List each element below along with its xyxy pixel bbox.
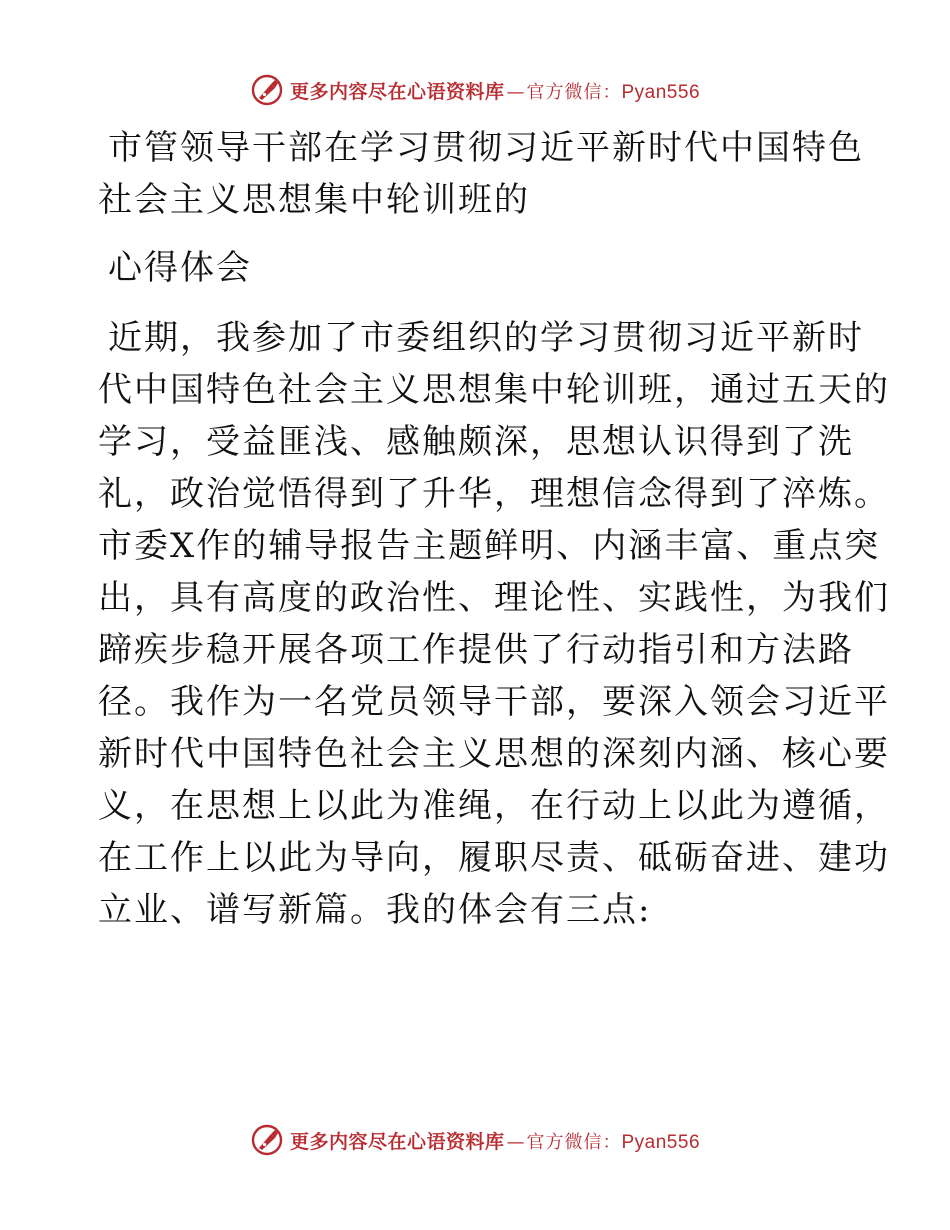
body-line: 在工作上以此为导向，履职尽责、砥砺奋进、建功 <box>98 838 890 878</box>
banner-sub-text: 官方微信： <box>526 81 622 103</box>
footer-watermark-banner <box>0 1120 950 1160</box>
pen-nib-circle-icon <box>250 73 284 107</box>
banner-main-text: 更多内容尽在心语资料库 <box>289 80 505 103</box>
banner-wechat-id: Pyan556 <box>621 81 701 103</box>
body-line: 义，在思想上以此为准绳，在行动上以此为遵循， <box>98 786 890 826</box>
document-content <box>98 122 890 936</box>
body-line: 近期，我参加了市委组织的学习贯彻习近平新时 <box>108 318 864 358</box>
banner-dash: — <box>506 81 525 103</box>
body-line: 立业、谱写新篇。我的体会有三点: <box>98 890 652 930</box>
banner-main-text: 更多内容尽在心语资料库 <box>289 1130 505 1153</box>
banner-text <box>290 77 700 104</box>
body-line: 礼，政治觉悟得到了升华，理想信念得到了淬炼。 <box>98 474 890 514</box>
body-line: 学习，受益匪浅、感触颇深，思想认识得到了洗 <box>98 422 854 462</box>
banner-wechat-id: Pyan556 <box>621 1131 701 1153</box>
document-title-line-2: 社会主义思想集中轮训班的 <box>98 180 530 220</box>
document-subtitle: 心得体会 <box>108 248 252 288</box>
banner-sub-text: 官方微信： <box>526 1131 622 1153</box>
header-watermark-banner <box>0 70 950 110</box>
body-line: 市委X作的辅导报告主题鲜明、内涵丰富、重点突 <box>98 526 881 566</box>
pen-nib-circle-icon <box>250 1123 284 1157</box>
body-line: 代中国特色社会主义思想集中轮训班，通过五天的 <box>98 370 890 410</box>
body-line: 径。我作为一名党员领导干部，要深入领会习近平 <box>98 682 890 722</box>
banner-text <box>290 1127 700 1154</box>
body-paragraph <box>98 312 890 936</box>
body-line: 新时代中国特色社会主义思想的深刻内涵、核心要 <box>98 734 890 774</box>
document-title-line-1: 市管领导干部在学习贯彻习近平新时代中国特色 <box>108 128 864 168</box>
body-line: 蹄疾步稳开展各项工作提供了行动指引和方法路 <box>98 630 854 670</box>
body-line: 出，具有高度的政治性、理论性、实践性，为我们 <box>98 578 890 618</box>
banner-dash: — <box>506 1131 525 1153</box>
